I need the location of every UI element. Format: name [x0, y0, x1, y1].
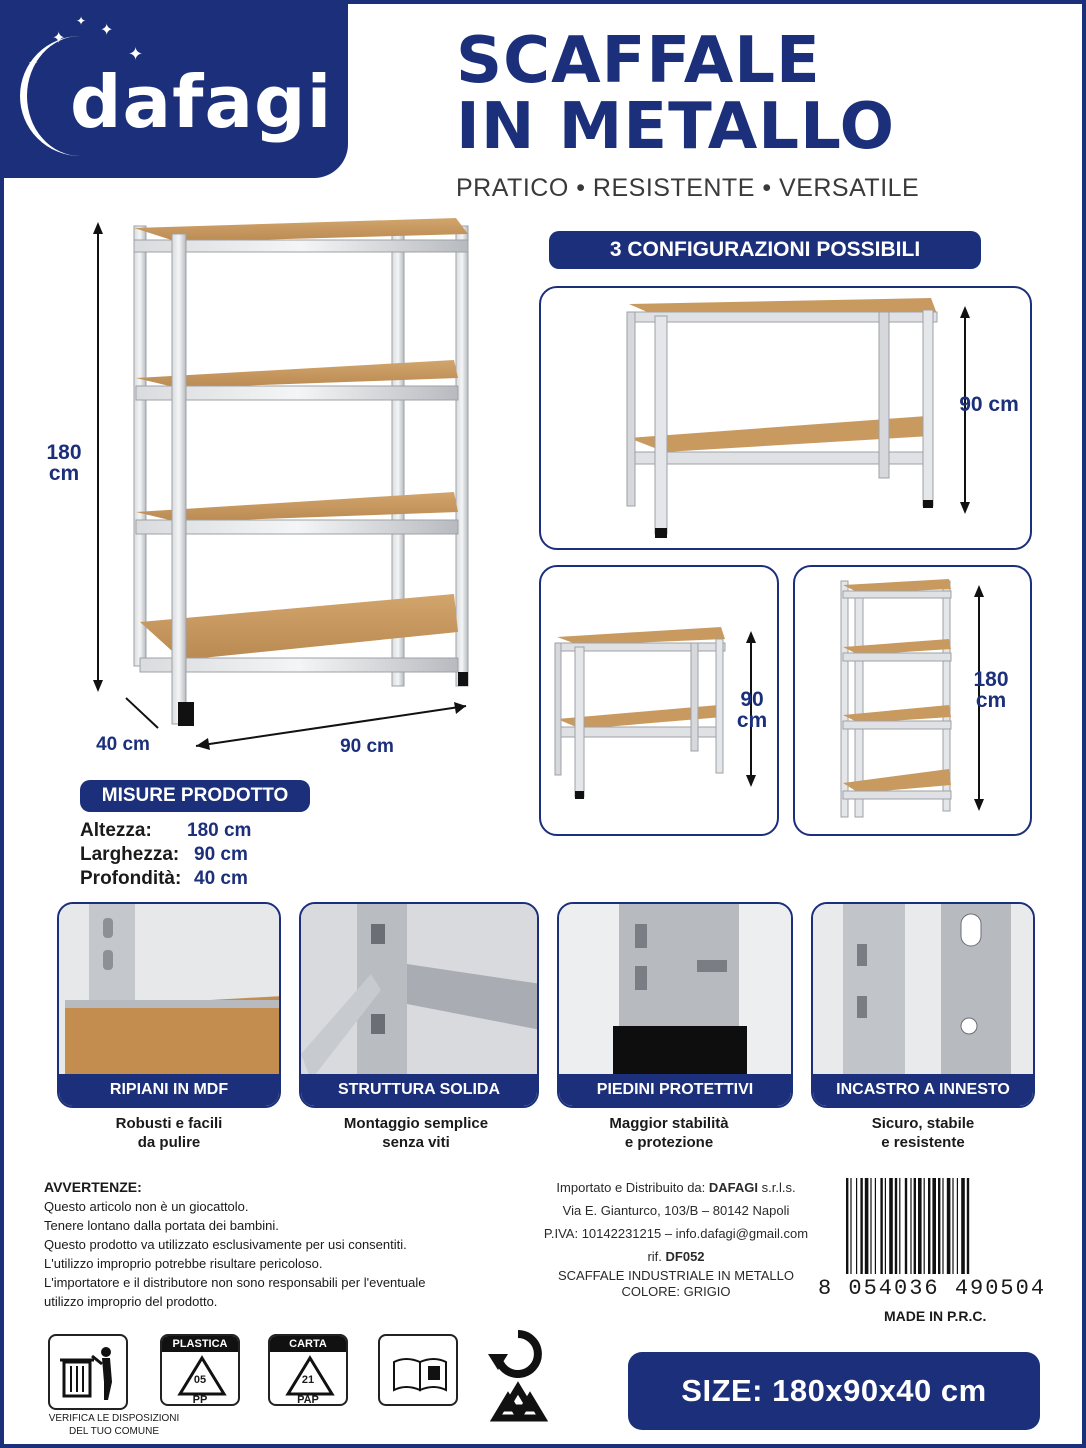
paper-code: 21 — [301, 1374, 315, 1386]
measure-label-width: Larghezza: — [80, 844, 180, 865]
warning-line: Questo prodotto va utilizzato esclusivamente per usi consentiti. — [44, 1237, 407, 1252]
config-card-wide — [539, 286, 1032, 550]
feature-label: INCASTRO A INNESTO — [813, 1074, 1033, 1106]
feature-label: RIPIANI IN MDF — [59, 1074, 279, 1106]
barcode-bar — [932, 1178, 936, 1274]
feature-card-joint — [811, 902, 1035, 1108]
measure-value-height: 180 cm — [187, 820, 252, 841]
reference-code: DF052 — [665, 1249, 705, 1264]
barcode-bar — [952, 1178, 953, 1274]
paper-type: PAP — [297, 1394, 319, 1406]
config-card-small — [539, 565, 779, 836]
made-in-label: MADE IN P.R.C. — [884, 1308, 987, 1324]
star-icon: ✦ — [76, 14, 87, 28]
importer-block: Importato e Distribuito da: DAFAGI s.r.l.s. Via E. Gianturco, 103/B – 80142 Napoli P.IVA: 10142231215 – info.dafagi@gmail.com rif. DF052 SCAFFALE INDUSTRIALE IN METALLO COLORE: GRIGIO — [526, 1176, 826, 1300]
barcode-bar — [846, 1178, 848, 1274]
measure-label-depth: Profondità: — [80, 868, 182, 889]
warning-line: Tenere lontano dalla portata dei bambini. — [44, 1218, 279, 1233]
barcode-bar — [870, 1178, 871, 1274]
importer-vat: P.IVA: 10142231215 – info.dafagi@gmail.com — [543, 1226, 809, 1241]
measure-label-height: Altezza: — [80, 820, 152, 841]
wide-shelf-illustration — [541, 288, 1032, 550]
measure-value-width: 90 cm — [194, 844, 248, 865]
size-badge: SIZE: 180x90x40 cm — [628, 1352, 1040, 1430]
measures-title: MISURE PRODOTTO — [80, 780, 310, 812]
barcode-bar — [924, 1178, 925, 1274]
importer-address: Via E. Gianturco, 103/B – 80142 Napoli — [562, 1203, 790, 1218]
brand-logo-block — [0, 0, 348, 178]
barcode-bar — [856, 1178, 857, 1274]
main-width-label: 90 cm — [340, 736, 394, 757]
manual-info-box — [378, 1334, 458, 1406]
barcode-bar — [914, 1178, 916, 1274]
main-depth-label: 40 cm — [96, 734, 150, 755]
main-height-label: 180 cm — [46, 441, 82, 485]
feature-card-feet — [557, 902, 793, 1108]
plastic-recycling-box — [160, 1334, 240, 1406]
star-icon: ✦ — [100, 22, 114, 39]
barcode-bar — [905, 1178, 907, 1274]
barcode-bar — [910, 1178, 911, 1274]
barcode-bar — [885, 1178, 886, 1274]
plastic-type: PP — [192, 1394, 208, 1406]
barcode — [846, 1178, 1036, 1282]
plastic-code: 05 — [193, 1374, 207, 1386]
feature-desc-mdf: Robusti e facili da pulire — [115, 1115, 223, 1151]
main-shelf-illustration — [86, 212, 486, 752]
page-subtitle: PRATICO • RESISTENTE • VERSATILE — [456, 174, 920, 202]
brand-name: dafagi — [70, 60, 333, 144]
feature-label: STRUTTURA SOLIDA — [301, 1074, 537, 1106]
star-icon: ✦ — [28, 56, 39, 70]
barcode-bar — [850, 1178, 851, 1274]
feature-card-structure — [299, 902, 539, 1108]
feature-card-mdf — [57, 902, 281, 1108]
config-small-height: 90 cm — [736, 688, 768, 732]
barcode-bar — [928, 1178, 930, 1274]
bin-disposal-box — [48, 1334, 128, 1410]
page-title: SCAFFALE IN METALLO — [456, 24, 895, 164]
recycle-arrows-icon — [482, 1326, 554, 1430]
warning-line: Questo articolo non è un giocattolo. — [44, 1199, 249, 1214]
barcode-bar — [961, 1178, 965, 1274]
barcode-bar — [875, 1178, 876, 1274]
barcode-bar — [889, 1178, 893, 1274]
trash-bin-icon — [50, 1336, 128, 1410]
barcode-bar — [865, 1178, 869, 1274]
feature-label: PIEDINI PROTETTIVI — [559, 1074, 791, 1106]
config-card-tall — [793, 565, 1032, 836]
plastic-label: PLASTICA — [162, 1336, 238, 1352]
warning-line: L'importatore e il distributore non sono responsabili per l'eventuale — [44, 1275, 426, 1290]
warning-line: utilizzo improprio del prodotto. — [44, 1294, 218, 1309]
feature-desc-feet: Maggior stabilità e protezione — [609, 1115, 729, 1151]
feature-desc-joint: Sicuro, stabile e resistente — [871, 1115, 975, 1151]
product-color: COLORE: GRIGIO — [621, 1284, 731, 1299]
barcode-bar — [957, 1178, 958, 1274]
feature-desc-structure: Montaggio semplice senza viti — [343, 1115, 489, 1151]
paper-label: CARTA — [270, 1336, 346, 1352]
config-wide-height: 90 cm — [959, 393, 1019, 416]
barcode-bar — [918, 1178, 922, 1274]
barcode-bar — [938, 1178, 940, 1274]
warnings-title: AVVERTENZE: — [44, 1179, 142, 1195]
barcode-number: 8 054036 490504 — [818, 1276, 1047, 1301]
barcode-bar — [860, 1178, 862, 1274]
warning-line: L'utilizzo improprio potrebbe risultare pericoloso. — [44, 1256, 323, 1271]
manual-info-icon — [380, 1336, 458, 1406]
barcode-bar — [967, 1178, 969, 1274]
warnings-block — [44, 1178, 514, 1311]
barcode-bar — [880, 1178, 882, 1274]
barcode-bar — [899, 1178, 900, 1274]
star-icon: ✦ — [128, 44, 144, 64]
star-icon: ✦ — [52, 30, 66, 47]
measure-value-depth: 40 cm — [194, 868, 248, 889]
configurations-title: 3 CONFIGURAZIONI POSSIBILI — [549, 231, 981, 269]
product-description: SCAFFALE INDUSTRIALE IN METALLO — [558, 1268, 794, 1283]
barcode-bar — [947, 1178, 951, 1274]
barcode-bar — [895, 1178, 897, 1274]
recycling-note: VERIFICA LE DISPOSIZIONI DEL TUO COMUNE — [48, 1413, 180, 1437]
barcode-bar — [942, 1178, 943, 1274]
paper-recycling-box — [268, 1334, 348, 1406]
config-tall-height: 180 cm — [973, 668, 1009, 712]
